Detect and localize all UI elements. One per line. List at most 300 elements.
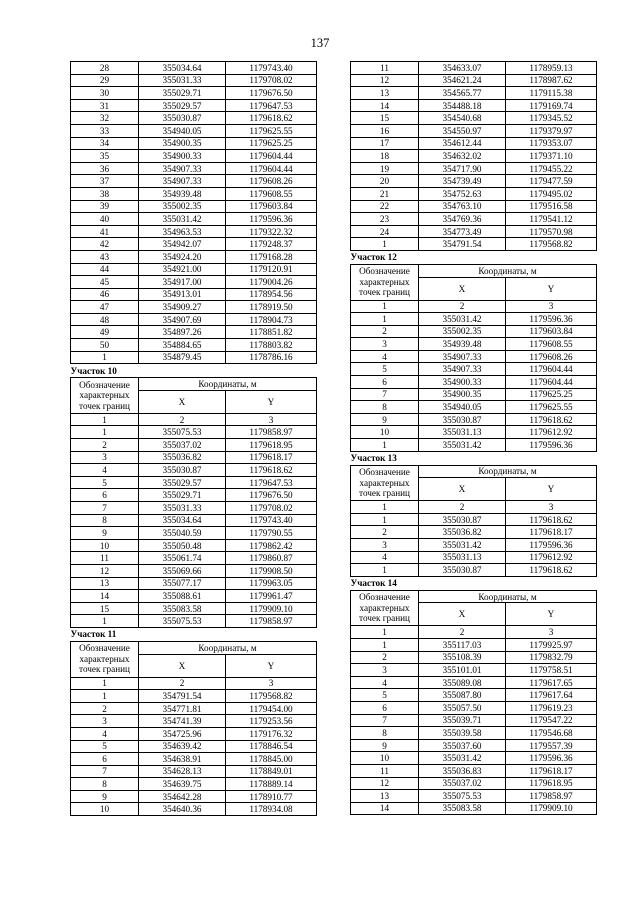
table-row (351, 676, 597, 689)
point-number: 10 (71, 539, 139, 552)
coordinate-y: 1179608.55 (226, 187, 317, 200)
table-row (71, 213, 317, 226)
header-point-label: Обозначение характерных точек границ (351, 264, 419, 300)
table-row (71, 339, 317, 352)
coordinate-y: 1179596.36 (226, 213, 317, 226)
coordinate-y: 1179676.50 (226, 489, 317, 502)
coordinate-x: 355002.35 (419, 325, 506, 338)
coordinates-table (350, 61, 597, 815)
section-title: Участок 13 (350, 453, 397, 464)
point-number: 16 (351, 124, 419, 137)
point-number: 1 (351, 564, 419, 577)
coordinate-y: 1179603.84 (506, 325, 597, 338)
header-number-row (71, 413, 317, 426)
coordinate-x: 355088.61 (139, 590, 226, 603)
section-title-row (351, 451, 597, 465)
point-number: 1 (71, 351, 139, 364)
coordinate-y: 1179604.44 (506, 363, 597, 376)
point-number: 23 (351, 213, 419, 226)
coordinate-x: 354791.54 (419, 238, 506, 251)
header-number-row (351, 626, 597, 639)
coordinate-x: 355087.80 (419, 689, 506, 702)
point-number: 4 (351, 551, 419, 564)
table-row (351, 150, 597, 163)
coordinate-y: 1179619.23 (506, 701, 597, 714)
point-number: 5 (351, 363, 419, 376)
table-row (351, 689, 597, 702)
header-y-label: Y (506, 603, 597, 626)
point-number: 47 (71, 301, 139, 314)
point-number: 4 (351, 350, 419, 363)
table-row (351, 401, 597, 414)
point-number: 22 (351, 200, 419, 213)
table-row (71, 99, 317, 112)
table-row (71, 439, 317, 452)
table-row (71, 464, 317, 477)
point-number: 2 (71, 702, 139, 715)
table-row (351, 752, 597, 765)
table-row (71, 87, 317, 100)
table-row (71, 765, 317, 778)
coordinate-y: 1178904.73 (226, 313, 317, 326)
coordinate-x: 354739.49 (419, 175, 506, 188)
section-title-row (71, 627, 317, 641)
header-row (351, 590, 597, 603)
coordinate-y: 1179371.10 (506, 150, 597, 163)
table-row (71, 690, 317, 703)
coordinate-y: 1179596.36 (506, 539, 597, 552)
point-number: 2 (71, 439, 139, 452)
table-row (71, 301, 317, 314)
table-row (71, 564, 317, 577)
header-x-label: X (419, 478, 506, 501)
header-point-label: Обозначение характерных точек границ (351, 465, 419, 501)
coordinate-y: 1179618.62 (226, 464, 317, 477)
coordinate-x: 355029.71 (139, 489, 226, 502)
coordinate-x: 354633.07 (419, 62, 506, 75)
point-number: 7 (351, 714, 419, 727)
point-number: 14 (351, 802, 419, 815)
coordinate-y: 1179860.87 (226, 552, 317, 565)
coordinate-y: 1178959.13 (506, 62, 597, 75)
coordinate-y: 1179322.32 (226, 225, 317, 238)
point-number: 14 (71, 590, 139, 603)
header-number-row (351, 501, 597, 514)
table-row (71, 753, 317, 766)
section-title: Участок 12 (350, 252, 397, 263)
point-number: 7 (351, 388, 419, 401)
coordinate-y: 1179909.10 (506, 802, 597, 815)
point-number: 1 (351, 313, 419, 326)
table-row (71, 426, 317, 439)
coordinate-y: 1179963.05 (226, 577, 317, 590)
point-number: 18 (351, 150, 419, 163)
table-row (351, 376, 597, 389)
coordinate-y: 1179618.17 (506, 764, 597, 777)
coordinate-y: 1178849.01 (226, 765, 317, 778)
point-number: 8 (351, 727, 419, 740)
table-row (351, 388, 597, 401)
table-row (351, 664, 597, 677)
point-number: 9 (351, 739, 419, 752)
table-row (351, 225, 597, 238)
coordinates-table (70, 61, 317, 816)
table-row (71, 288, 317, 301)
point-number: 1 (351, 513, 419, 526)
point-number: 44 (71, 263, 139, 276)
coordinate-y: 1178851.82 (226, 326, 317, 339)
table-row (351, 124, 597, 137)
coordinate-x: 355031.42 (419, 752, 506, 765)
point-number: 15 (351, 112, 419, 125)
table-row (351, 714, 597, 727)
coordinate-y: 1179596.36 (506, 752, 597, 765)
header-number: 1 (351, 501, 419, 514)
point-number: 12 (351, 74, 419, 87)
coordinate-y: 1179477.59 (506, 175, 597, 188)
coordinate-y: 1178934.08 (226, 803, 317, 816)
coordinate-y: 1179248.37 (226, 238, 317, 251)
point-number: 8 (351, 401, 419, 414)
table-row (71, 727, 317, 740)
table-row (71, 489, 317, 502)
coordinate-x: 355029.57 (139, 99, 226, 112)
coordinate-y: 1179790.55 (226, 527, 317, 540)
point-number: 1 (71, 615, 139, 628)
point-number: 10 (351, 426, 419, 439)
coordinate-x: 355031.33 (139, 74, 226, 87)
coordinate-y: 1179758.51 (506, 664, 597, 677)
table-row (351, 325, 597, 338)
coordinate-x: 355030.87 (419, 564, 506, 577)
coordinate-x: 354940.05 (419, 401, 506, 414)
coordinate-y: 1179862.42 (226, 539, 317, 552)
coordinate-y: 1179547.22 (506, 714, 597, 727)
table-row (351, 764, 597, 777)
coordinate-y: 1179909.10 (226, 602, 317, 615)
coordinate-x: 354638.91 (139, 753, 226, 766)
point-number: 3 (351, 664, 419, 677)
coordinate-x: 355037.60 (419, 739, 506, 752)
coordinate-x: 354612.44 (419, 137, 506, 150)
coordinate-x: 354897.26 (139, 326, 226, 339)
header-number: 3 (226, 677, 317, 690)
section-title-row (71, 364, 317, 378)
table-row (71, 715, 317, 728)
table-row (351, 777, 597, 790)
table-row (71, 137, 317, 150)
table-row (351, 238, 597, 251)
coordinate-y: 1179647.53 (226, 99, 317, 112)
coordinate-x: 355030.87 (139, 464, 226, 477)
point-number: 42 (71, 238, 139, 251)
table-row (71, 577, 317, 590)
table-row (71, 276, 317, 289)
table-row (351, 112, 597, 125)
table-row (351, 313, 597, 326)
header-x-label: X (419, 603, 506, 626)
header-number: 2 (139, 413, 226, 426)
coordinate-y: 1179253.56 (226, 715, 317, 728)
coordinate-x: 354939.48 (139, 187, 226, 200)
point-number: 41 (71, 225, 139, 238)
header-number: 2 (419, 501, 506, 514)
coordinate-y: 1179454.00 (226, 702, 317, 715)
coordinate-y: 1179168.28 (226, 250, 317, 263)
header-point-label: Обозначение характерных точек границ (71, 378, 139, 414)
point-number: 10 (71, 803, 139, 816)
coordinate-x: 354488.18 (419, 99, 506, 112)
coordinate-y: 1179495.02 (506, 187, 597, 200)
point-number: 11 (351, 764, 419, 777)
point-number: 6 (351, 376, 419, 389)
header-number: 1 (71, 677, 139, 690)
table-row (351, 338, 597, 351)
point-number: 11 (71, 552, 139, 565)
coordinate-x: 354924.20 (139, 250, 226, 263)
coordinate-y: 1179169.74 (506, 99, 597, 112)
table-row (71, 313, 317, 326)
table-row (351, 727, 597, 740)
coordinate-x: 354565.77 (419, 87, 506, 100)
coordinate-x: 354913.01 (139, 288, 226, 301)
coordinate-x: 355083.58 (419, 802, 506, 815)
header-number: 2 (419, 626, 506, 639)
coordinate-y: 1179557.39 (506, 739, 597, 752)
coordinate-x: 355075.53 (419, 790, 506, 803)
coordinate-x: 354771.81 (139, 702, 226, 715)
point-number: 49 (71, 326, 139, 339)
table-row (351, 62, 597, 75)
point-number: 10 (351, 752, 419, 765)
point-number: 24 (351, 225, 419, 238)
coordinate-x: 354791.54 (139, 690, 226, 703)
table-row (351, 790, 597, 803)
coordinate-y: 1179608.26 (506, 350, 597, 363)
table-row (71, 74, 317, 87)
point-number: 30 (71, 87, 139, 100)
point-number: 43 (71, 250, 139, 263)
point-number: 8 (71, 514, 139, 527)
coordinate-x: 354884.65 (139, 339, 226, 352)
table-row (71, 112, 317, 125)
coordinate-x: 354639.75 (139, 778, 226, 791)
point-number: 31 (71, 99, 139, 112)
coordinate-x: 354900.35 (139, 137, 226, 150)
coordinate-x: 354621.24 (419, 74, 506, 87)
coordinate-y: 1179120.91 (226, 263, 317, 276)
coordinate-y: 1178786.16 (226, 351, 317, 364)
table-row (351, 426, 597, 439)
table-row (351, 638, 597, 651)
point-number: 3 (351, 539, 419, 552)
coordinate-y: 1178987.62 (506, 74, 597, 87)
header-number: 3 (506, 626, 597, 639)
coordinate-x: 355031.42 (419, 439, 506, 452)
coordinate-x: 354921.00 (139, 263, 226, 276)
coordinate-y: 1178919.50 (226, 301, 317, 314)
table-row (351, 701, 597, 714)
coordinate-x: 355050.48 (139, 539, 226, 552)
table-row (71, 225, 317, 238)
coordinate-y: 1178910.77 (226, 790, 317, 803)
coordinate-x: 355040.59 (139, 527, 226, 540)
coordinate-y: 1179608.55 (506, 338, 597, 351)
coordinate-x: 354769.36 (419, 213, 506, 226)
table-row (351, 99, 597, 112)
coordinate-x: 355030.87 (419, 513, 506, 526)
point-number: 21 (351, 187, 419, 200)
table-row (71, 250, 317, 263)
page-number: 137 (310, 36, 330, 50)
point-number: 6 (71, 753, 139, 766)
coordinate-x: 354642.28 (139, 790, 226, 803)
coordinate-x: 355061.74 (139, 552, 226, 565)
table-row (351, 87, 597, 100)
table-row (71, 200, 317, 213)
point-number: 2 (351, 651, 419, 664)
table-row (351, 651, 597, 664)
coordinate-x: 354550.97 (419, 124, 506, 137)
table-row (71, 514, 317, 527)
table-row (351, 526, 597, 539)
table-row (71, 351, 317, 364)
table-row (351, 74, 597, 87)
table-row (71, 590, 317, 603)
coordinate-y: 1179618.62 (226, 112, 317, 125)
table-row (351, 200, 597, 213)
header-number: 3 (506, 501, 597, 514)
coordinate-y: 1179353.07 (506, 137, 597, 150)
coordinate-x: 354752.63 (419, 187, 506, 200)
coordinate-y: 1179647.53 (226, 476, 317, 489)
header-number-row (71, 677, 317, 690)
point-number: 46 (71, 288, 139, 301)
table-row (71, 602, 317, 615)
header-coords-label: Координаты, м (419, 465, 597, 478)
coordinate-x: 355002.35 (139, 200, 226, 213)
header-y-label: Y (226, 390, 317, 413)
coordinate-x: 355031.13 (419, 551, 506, 564)
point-number: 3 (351, 338, 419, 351)
coordinate-y: 1179618.95 (506, 777, 597, 790)
table-row (71, 778, 317, 791)
point-number: 1 (71, 426, 139, 439)
point-number: 28 (71, 62, 139, 75)
point-number: 3 (71, 451, 139, 464)
table-row (71, 803, 317, 816)
point-number: 12 (351, 777, 419, 790)
coordinate-x: 355037.02 (419, 777, 506, 790)
coordinate-x: 354963.53 (139, 225, 226, 238)
table-row (71, 326, 317, 339)
coordinate-y: 1179832.79 (506, 651, 597, 664)
table-row (351, 739, 597, 752)
point-number: 5 (71, 476, 139, 489)
point-number: 19 (351, 162, 419, 175)
table-row (71, 62, 317, 75)
coordinate-y: 1178845.00 (226, 753, 317, 766)
point-number: 11 (351, 62, 419, 75)
point-number: 3 (71, 715, 139, 728)
header-number-row (351, 300, 597, 313)
point-number: 7 (71, 765, 139, 778)
coordinate-x: 355034.64 (139, 514, 226, 527)
point-number: 5 (351, 689, 419, 702)
point-number: 15 (71, 602, 139, 615)
table-row (71, 476, 317, 489)
header-number: 3 (506, 300, 597, 313)
point-number: 50 (71, 339, 139, 352)
point-number: 13 (351, 790, 419, 803)
coordinate-y: 1179625.55 (226, 124, 317, 137)
table-row (351, 539, 597, 552)
header-row (351, 264, 597, 277)
coordinate-x: 354917.00 (139, 276, 226, 289)
coordinate-y: 1179516.58 (506, 200, 597, 213)
table-row (351, 213, 597, 226)
coordinate-x: 355031.42 (139, 213, 226, 226)
coordinate-x: 355031.42 (419, 313, 506, 326)
table-row (351, 137, 597, 150)
coordinate-x: 355036.82 (419, 526, 506, 539)
coordinate-x: 354907.33 (139, 175, 226, 188)
coordinate-y: 1179618.17 (226, 451, 317, 464)
coordinate-y: 1179618.62 (506, 564, 597, 577)
coordinate-y: 1179345.52 (506, 112, 597, 125)
table-row (351, 439, 597, 452)
table-row (71, 263, 317, 276)
coordinate-y: 1179676.50 (226, 87, 317, 100)
coordinate-y: 1179604.44 (226, 150, 317, 163)
coordinate-x: 354640.36 (139, 803, 226, 816)
table-row (71, 175, 317, 188)
point-number: 4 (71, 727, 139, 740)
point-number: 9 (71, 527, 139, 540)
point-number: 4 (71, 464, 139, 477)
point-number: 33 (71, 124, 139, 137)
coordinate-y: 1179612.92 (506, 426, 597, 439)
coordinate-y: 1179961.47 (226, 590, 317, 603)
coordinate-y: 1179625.25 (226, 137, 317, 150)
coordinate-x: 354907.69 (139, 313, 226, 326)
table-row (71, 162, 317, 175)
coordinate-y: 1179618.17 (506, 526, 597, 539)
coordinate-y: 1179604.44 (226, 162, 317, 175)
coordinate-x: 354942.07 (139, 238, 226, 251)
point-number: 7 (71, 502, 139, 515)
coordinate-x: 354900.33 (139, 150, 226, 163)
coordinate-x: 354717.90 (419, 162, 506, 175)
table-row (71, 451, 317, 464)
table-row (351, 162, 597, 175)
point-number: 2 (351, 526, 419, 539)
header-number: 1 (351, 300, 419, 313)
coordinate-y: 1179743.40 (226, 514, 317, 527)
table-row (71, 740, 317, 753)
header-coords-label: Координаты, м (139, 378, 317, 391)
coordinate-y: 1179617.65 (506, 676, 597, 689)
point-number: 36 (71, 162, 139, 175)
left-column (70, 61, 313, 816)
coordinate-x: 355075.53 (139, 426, 226, 439)
coordinate-y: 1179608.26 (226, 175, 317, 188)
coordinate-y: 1179858.97 (226, 426, 317, 439)
coordinate-x: 355030.87 (139, 112, 226, 125)
header-number: 2 (419, 300, 506, 313)
coordinate-y: 1179596.36 (506, 439, 597, 452)
point-number: 32 (71, 112, 139, 125)
